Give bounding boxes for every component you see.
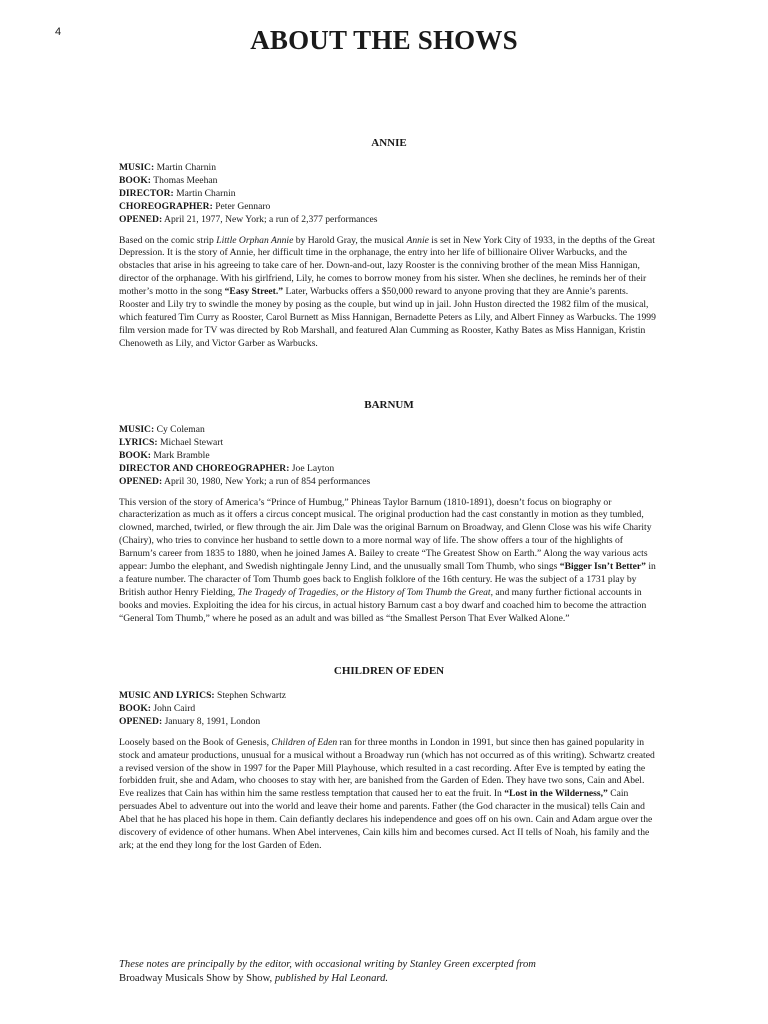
work-title: Annie [406,234,429,246]
credit-label: OPENED: [119,715,163,727]
credit-label: BOOK: [119,174,151,186]
song-title: “Easy Street.” [224,286,284,298]
synopsis-text: and many further fictional accounts in books and movies. Exploiting the idea for his circus, in actual history Barnum cast a boy dwarf and coached him to become the attraction “General Tom Thumb,” where he posed as an adult and was billed as “the Smallest Person That Ever Walked Alone.” [119,586,647,624]
credit-value: Stephen Schwartz [214,690,287,701]
work-title: Children of Eden [271,736,338,748]
credit-label: LYRICS: [119,436,158,448]
work-title: Little Orphan Annie [216,234,294,246]
credit-line [119,690,659,703]
credit-line [119,214,659,227]
credit-label: DIRECTOR: [119,187,174,199]
work-title: The Tragedy of Tragedies, or the History of Tom Thumb the Great, [237,586,493,598]
credit-label: MUSIC AND LYRICS: [119,690,215,701]
synopsis-paragraph [119,235,659,351]
credit-value: Martin Charnin [154,162,217,173]
credit-line [119,424,659,437]
credit-line [119,188,659,201]
credit-label: BOOK: [119,702,151,714]
credit-value: April 21, 1977, New York; a run of 2,377 performances [162,213,378,225]
credit-value: Mark Bramble [150,449,210,461]
synopsis-text: Loosely based on the Book of Genesis, [119,736,272,748]
credit-value: Michael Stewart [157,436,224,448]
credit-label: BOOK: [119,449,151,461]
credit-line [119,175,659,188]
page-title: ABOUT THE SHOWS [250,25,518,55]
show-title: CHILDREN OF EDEN [333,665,445,677]
credit-value: John Caird [150,702,196,714]
synopsis-text: This version of the story of America’s “Prince of Humbug,” Phineas Taylor Barnum (1810-1891), doesn’t focus on biography or characterization as much as it offers a circus concept musical. The original production had the cast constantly in motion as they tumbled, clowned, marched, twirled, or flew through the air. Jim Dale was the original Barnum on Broadway, and Glenn Close was his wife Charity (Chairy), who tries to convince her husband to settle down to a more normal way of life. The show offers a tour of the highlights of Barnum’s career from 1835 to 1880, when he joined James A. Bailey to create “The Greatest Show on Earth.” Along the way various acts appear: Jumbo the elephant, and Swedish nightingale Jenny Lind, and the unusually small Tom Thumb, who sings [119,496,652,573]
credit-value: Peter Gennaro [212,200,271,212]
credit-line [119,162,659,175]
credit-line [119,703,659,716]
credit-value: April 30, 1980, New York; a run of 854 performances [162,475,371,487]
credit-value: Joe Layton [289,462,335,474]
credit-line [119,716,659,729]
credits-list [119,162,659,227]
synopsis-text: ran for three months in London in 1991, but since then has gained popularity in stock and amateur productions, unusual for a musical without a Broadway run (which has not occurred as of this writing). Schwartz created a revised version of the show in 1997 for the Paper Mill Playhouse, which resulted in a cast recording. After Eve is tempted by eating the forbidden fruit, she and Adam, who chooses to stay with her, are banished from the Garden of Eden. They have two sons, Cain and Abel. Eve realizes that Cain has within him the same restless temptation that caused her to eat the fruit. In [119,736,655,800]
credit-line [119,476,659,489]
footnote-publisher: published by Hal Leonard. [272,973,389,984]
show-title: BARNUM [364,399,414,411]
show-section-annie [119,137,659,351]
credit-value: Thomas Meehan [150,174,218,186]
credit-line [119,463,659,476]
song-title: “Lost in the Wilderness,” [504,788,608,800]
credit-value: January 8, 1991, London [162,715,261,727]
show-section-children-of-eden [119,665,659,853]
credit-value: Cy Coleman [154,424,205,435]
credit-line [119,201,659,214]
synopsis-text: Cain persuades Abel to adventure out into the world and leave their home and parents. Father (the God character in the musical) tells Cain and Abel that he has placed his hope in them. Cain defiantly declares his independence and goes off on his own. Cain and Adam argue over the discovery of evidence of other humans. When Abel intervenes, Cain kills him and becomes cursed. Act II tells of Noah, his family and the ark; at the end they long for the lost Garden of Eden. [119,788,653,851]
footnote-book-title: Broadway Musicals Show by Show, [119,973,273,984]
credit-label: MUSIC: [119,424,155,435]
synopsis-text: is set in New York City of 1933, in the depths of the Great Depression. It is the story of Annie, her difficult time in the orphanage, the entry into her life of billionaire Oliver Warbucks, and the obstacles that arise in his agreeing to take care of her. Down-and-out, lazy Rooster is the conniving brother of the mean Miss Hannigan, director of the orphanage. With his girlfriend, Lily, he comes to borrow money from his sister. When she declines, he reminds her of their mother’s motto in the song [119,234,655,298]
show-title: ANNIE [371,137,407,149]
credits-list [119,690,659,729]
credit-label: OPENED: [119,213,163,225]
footnote-text: These notes are principally by the editor, with occasional writing by Stanley Green excerpted from [119,959,536,970]
footnote [119,958,679,986]
credit-label: CHOREOGRAPHER: [119,200,213,212]
synopsis-text: Later, Warbucks offers a $50,000 reward to anyone proving that they are Annie’s parents. Rooster and Lily try to swindle the money by posing as the couple, but wind up in jail. John Huston directed the 1982 film of the musical, which featured Tim Curry as Rooster, Carol Burnett as Miss Hannigan, Bernadette Peters as Lily, and Albert Finney as Warbucks. The 1999 film version made for TV was directed by Rob Marshall, and featured Alan Cumming as Rooster, Kathy Bates as Miss Hannigan, Kristin Chenoweth as Lily, and Victor Garber as Warbucks. [119,286,656,349]
credit-label: DIRECTOR AND CHOREOGRAPHER: [119,462,290,474]
credit-value: Martin Charnin [173,187,236,199]
credits-list [119,424,659,489]
synopsis-paragraph [119,737,659,853]
song-title: “Bigger Isn’t Better” [559,561,646,573]
synopsis-text: in a feature number. The character of Tom Thumb goes back to English folklore of the 16th century. He was the subject of a 1731 play by British author Henry Fielding, [119,561,656,598]
credit-label: OPENED: [119,475,163,487]
credit-label: MUSIC: [119,162,155,173]
show-section-barnum [119,399,659,626]
page-number: 4 [55,26,62,38]
synopsis-text: by Harold Gray, the musical [293,234,407,246]
credit-line [119,450,659,463]
synopsis-paragraph [119,497,659,626]
synopsis-text: Based on the comic strip [119,234,217,246]
credit-line [119,437,659,450]
